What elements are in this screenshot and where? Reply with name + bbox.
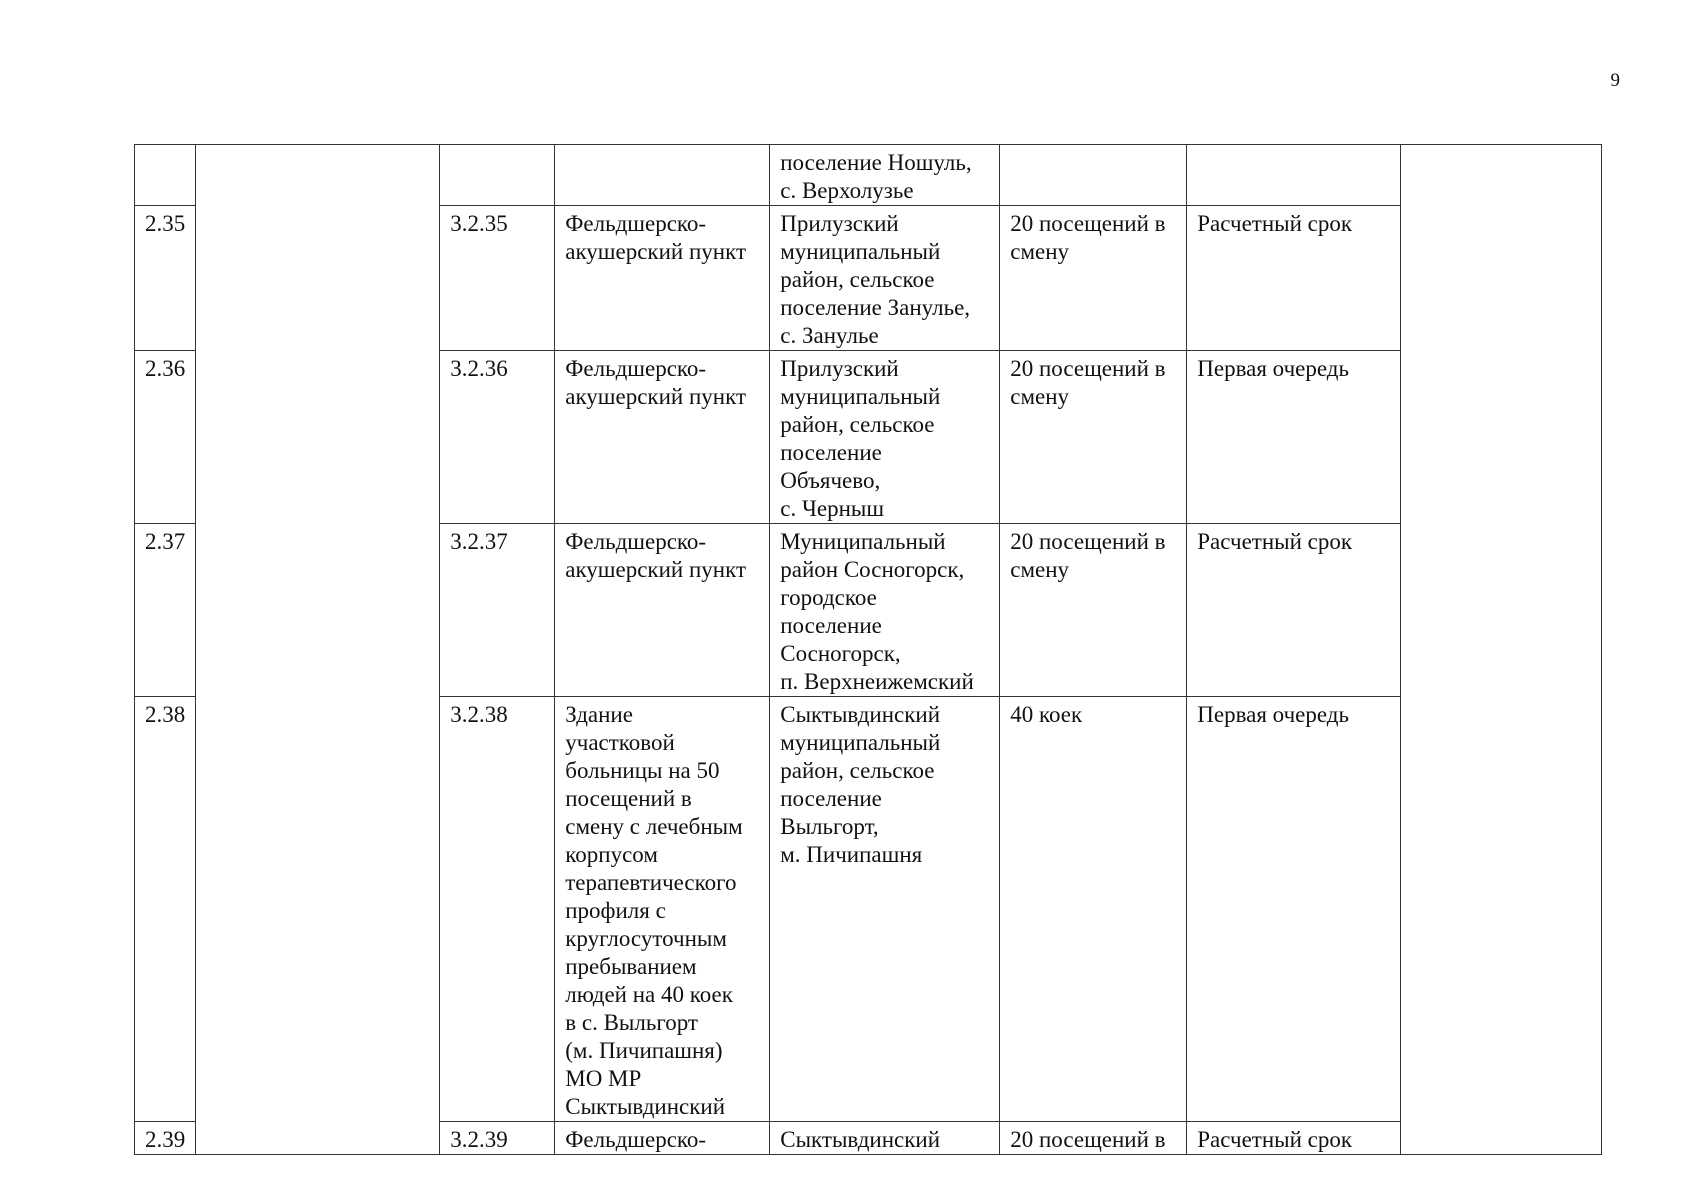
index-cell: 2.38 — [135, 697, 196, 1122]
index-cell: 2.36 — [135, 351, 196, 524]
index-cell: 2.39 — [135, 1122, 196, 1155]
capacity-cell: 20 посещений в — [1000, 1122, 1187, 1155]
capacity-cell: 20 посещений в смену — [1000, 206, 1187, 351]
term-cell: Первая очередь — [1187, 351, 1401, 524]
index-cell — [135, 145, 196, 206]
location-cell: Прилузский муниципальный район, сельское поселение Объячево, с. Черныш — [770, 351, 1000, 524]
location-cell: поселение Ношуль, с. Верхолузье — [770, 145, 1000, 206]
term-cell: Расчетный срок — [1187, 524, 1401, 697]
location-cell: Сыктывдинский муниципальный район, сельское поселение Выльгорт, м. Пичипашня — [770, 697, 1000, 1122]
code-cell: 3.2.36 — [440, 351, 555, 524]
location-cell: Муниципальный район Сосногорск, городское поселение Сосногорск, п. Верхнеижемский — [770, 524, 1000, 697]
term-cell: Первая очередь — [1187, 697, 1401, 1122]
term-cell — [1187, 145, 1401, 206]
index-cell: 2.35 — [135, 206, 196, 351]
code-cell: 3.2.37 — [440, 524, 555, 697]
capacity-cell: 20 посещений в смену — [1000, 351, 1187, 524]
capacity-cell: 20 посещений в смену — [1000, 524, 1187, 697]
capacity-cell — [1000, 145, 1187, 206]
object-cell: Фельдшерско- акушерский пункт — [555, 206, 770, 351]
code-cell — [440, 145, 555, 206]
term-cell: Расчетный срок — [1187, 1122, 1401, 1155]
object-cell: Фельдшерско- акушерский пункт — [555, 351, 770, 524]
capacity-cell: 40 коек — [1000, 697, 1187, 1122]
index-cell: 2.37 — [135, 524, 196, 697]
page-number: 9 — [1610, 70, 1620, 91]
object-cell: Фельдшерско- — [555, 1122, 770, 1155]
location-cell: Прилузский муниципальный район, сельское поселение Занулье, с. Занулье — [770, 206, 1000, 351]
continuation-row — [135, 145, 1602, 206]
code-cell: 3.2.35 — [440, 206, 555, 351]
code-cell: 3.2.39 — [440, 1122, 555, 1155]
merged-empty-last-column — [1401, 145, 1602, 1155]
facilities-table — [134, 144, 1602, 1155]
term-cell: Расчетный срок — [1187, 206, 1401, 351]
merged-empty-column — [196, 145, 440, 1155]
code-cell: 3.2.38 — [440, 697, 555, 1122]
object-cell: Фельдшерско- акушерский пункт — [555, 524, 770, 697]
location-cell: Сыктывдинский — [770, 1122, 1000, 1155]
object-cell: Здание участковой больницы на 50 посещений в смену с лечебным корпусом терапевтического профиля с круглосуточным пребыванием людей на 40 коек в с. Выльгорт (м. Пичипашня) МО МР Сыктывдинский — [555, 697, 770, 1122]
object-cell — [555, 145, 770, 206]
